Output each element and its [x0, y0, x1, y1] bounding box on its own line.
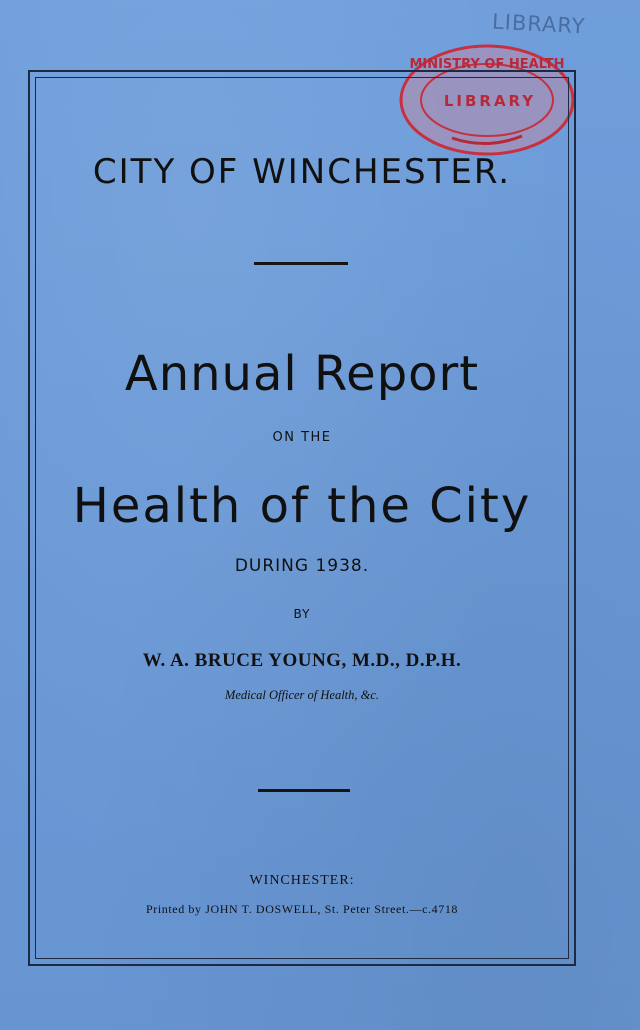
library-handwritten-mark: LIBRARY: [491, 9, 587, 39]
author-role: Medical Officer of Health, &c.: [224, 688, 380, 702]
report-year: DURING 1938.: [234, 556, 370, 576]
svg-text:LIBRARY: LIBRARY: [443, 92, 537, 110]
report-title: Annual Report: [124, 346, 480, 402]
author-name: W. A. BRUCE YOUNG, M.D., D.P.H.: [142, 650, 462, 671]
printer-line: Printed by JOHN T. DOSWELL, St. Peter Street.—c.4718: [145, 902, 459, 916]
divider-rule: [258, 789, 350, 792]
divider-rule: [254, 262, 348, 265]
report-subject: Health of the City: [72, 478, 532, 534]
on-the-label: ON THE: [272, 430, 332, 445]
city-title: CITY OF WINCHESTER.: [92, 152, 512, 192]
by-label: BY: [293, 607, 311, 621]
publication-place: WINCHESTER:: [249, 873, 355, 888]
svg-text:MINISTRY OF HEALTH: MINISTRY OF HEALTH: [409, 57, 565, 72]
